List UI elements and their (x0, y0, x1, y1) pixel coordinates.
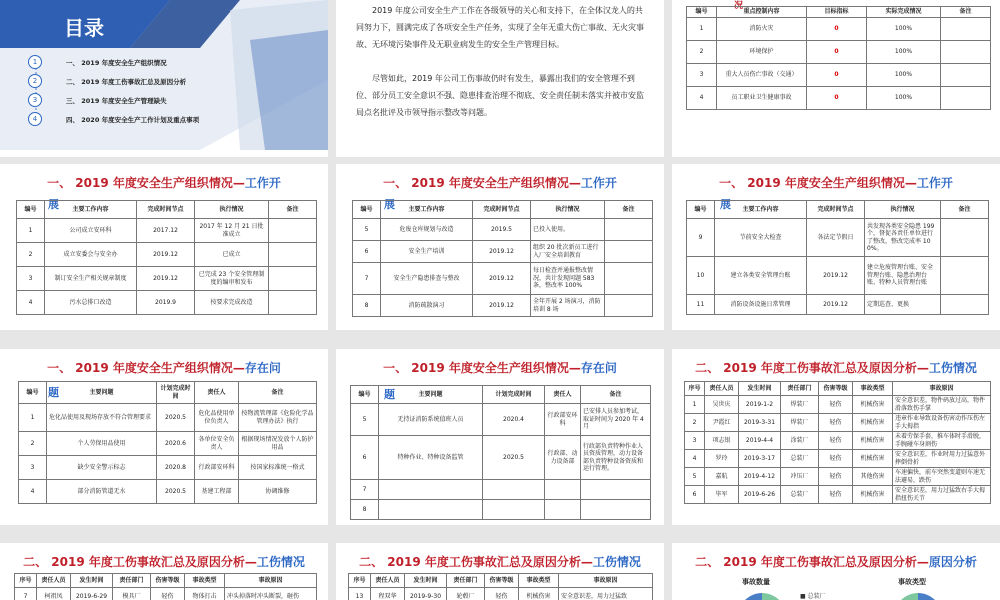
table-row: 4 罗玲 2019-3-17 总装厂 轻伤 机械伤害 安全意识差，作业时用力过猛意外摔倒骨折 (685, 450, 991, 468)
injury-slide-3 (336, 543, 664, 600)
table-row: 1 消防火灾 0 100% (687, 17, 991, 40)
toc-text-3: 三、 2019 年度安全生产管理缺失 (66, 97, 167, 105)
title-continuation: 展 (720, 198, 731, 211)
analysis-slide (672, 543, 1000, 600)
table-row: 4 员工职业卫生健康事故 0 100% (687, 86, 991, 109)
table-row: 3 项志银 2019-4-4 涂装厂 轻伤 机械伤害 未着劳保手套，推车体时手滑脱，手腕碰车身割伤 (685, 432, 991, 450)
injury-table-3 (348, 573, 653, 600)
pie-title-accident-count: 事故数量 (742, 578, 770, 586)
toc-text-1: 一、 2019 年度安全生产组织情况 (66, 59, 167, 67)
org-table-1 (16, 200, 317, 315)
table-row: 3 制订安全生产相关规章制度 2019.12 已完成 23 个安全管理制度的编审和发布 (17, 267, 317, 291)
table-header-row: 编号 主要问题 计划完成时间 责任人 备注 (19, 382, 317, 404)
injury-slide-1 (672, 349, 1000, 525)
problems-table-1 (18, 381, 317, 504)
problems-table-2 (350, 385, 651, 520)
table-row: 5 嘉航 2019-4-12 冲压厂 轻伤 其他伤害 车速偏快，前车突然变道则车速无法避易，跌伤 (685, 468, 991, 486)
toc-text-4: 四、 2020 年度安全生产工作计划及重点事项 (66, 116, 200, 124)
table-row: 10 建立各类安全管理台账 2019.12 建立危废管理台账、安全管理台账、隐患治理台账、特种人员管理台账 (687, 257, 989, 295)
table-header-row: 编号 主要工作内容 完成时间节点 执行情况 备注 (353, 201, 653, 219)
toc-num-2: 2 (28, 74, 42, 88)
slide-title: 一、 2019 年度安全生产组织情况—存在问 (47, 361, 281, 375)
pie-slice (738, 593, 762, 600)
org-slide-2 (336, 164, 664, 330)
table-row: 7 安全生产隐患排查与整改 2019.12 每日检查并通报整改情况，共计发现问题 583 条，整改率 100% (353, 263, 653, 295)
table-row: 1 吴世庆 2019-1-2 焊装厂 轻伤 机械伤害 安全意识差，物件码放过高，物件滑落致伤手掌 (685, 396, 991, 414)
toc-num-3: 3 (28, 93, 42, 107)
pie-slice (918, 593, 942, 600)
intro-paragraph-2: 尽管如此，2019 年公司工伤事故仍时有发生，暴露出我们的安全管理不到位、部分员工安全意识不强、隐患排查治理不彻底、安全责任制未落实并被市安监局点名批评及市领导指示整改等问题。 (356, 74, 644, 117)
slide-title: 一、 2019 年度安全生产组织情况—工作开 (719, 176, 953, 190)
table-row: 11 消防设备设施日常管理 2019.12 定期巡查、更换 (687, 295, 989, 315)
toc-num-4: 4 (28, 112, 42, 126)
table-row: 8 消防疏散演习 2019.12 全年开展 2 场演习，消防培训 8 场 (353, 295, 653, 317)
slide-title: 二、 2019 年度工伤事故汇总及原因分析—工伤情况 (359, 555, 641, 569)
table-row: 2 成立安委会与安全办 2019.12 已成立 (17, 243, 317, 267)
table-row: 1 公司成立安环科 2017.12 2017 年 12 月 21 日批准成立 (17, 219, 317, 243)
toc-num-1: 1 (28, 55, 42, 69)
org-slide-1 (0, 164, 328, 330)
table-row: 2 个人劳保用品使用 2020.6 各单位安全负责人 根据现场情况发放个人防护用品 (19, 432, 317, 456)
org-table-2 (352, 200, 653, 317)
table-row: 6 毕军 2019-6-26 总装厂 轻伤 机械伤害 安全意识差，用力过猛致右手大拇指扭伤关节 (685, 486, 991, 504)
table-header-row: 编号 重点控制内容 目标指标 实际完成情况 备注 (687, 7, 991, 18)
table-row: 3 缺少安全警示标志 2020.8 行政部安环科 按国家标准统一格式 (19, 456, 317, 480)
problems-slide-1 (0, 349, 328, 525)
table-row: 1 危化品使用及现场存放不符合管理要求 2020.5 危化品使用单位负责人 按物流管理部《危险化学品管理办法》执行 (19, 404, 317, 432)
table-header-row: 编号 主要工作内容 完成时间节点 执行情况 备注 (17, 201, 317, 219)
table-row: 4 污水总排口改造 2019.9 按要求完成改造 (17, 291, 317, 315)
table-row: 6 特种作业、特种设备监管 2020.5 行政部、动力设备部 行政部负责特种作业人员资质管理，动力设备部负责特种设备资质和运行管理。 (351, 436, 651, 480)
table-row: 7 柯祖凤 2019-6-29 模具厂 轻伤 物体打击 冲头掉落时冲头断裂，砸伤 (15, 588, 317, 600)
targets-title-fragment: 况 (734, 1, 744, 11)
table-header-row: 序号 责任人员 发生时间 责任部门 伤害等级 事故类型 事故原因 (15, 574, 317, 588)
slide-title: 二、 2019 年度工伤事故汇总及原因分析—原因分析 (695, 555, 977, 569)
injury-table-1 (684, 381, 991, 504)
table-row: 2 环境保护 0 100% (687, 40, 991, 63)
slide-title: 一、 2019 年度安全生产组织情况—工作开 (47, 176, 281, 190)
injury-slide-2 (0, 543, 328, 600)
pie-chart-accident-count (722, 589, 802, 600)
pie-title-accident-type: 事故类型 (898, 578, 926, 586)
toc-slide (0, 0, 328, 157)
table-row: 5 无持证消防系统值班人员 2020.4 行政部安环科 已安排人员参加考试，取证时间为 2020 年 4 月 (351, 404, 651, 436)
slide-title: 一、 2019 年度安全生产组织情况—存在问 (383, 361, 617, 375)
intro-paragraph-1: 2019 年度公司安全生产工作在各级领导的关心和支持下，在全体汉龙人的共同努力下，圆满完成了各项安全生产任务，实现了全年无重大伤亡事故、无火灾事故、无环境污染事件及无职业病发生的安全生产管理目标。 (356, 6, 644, 49)
table-row: 13 程双华 2019-9-30 轮毂厂 轻伤 机械伤害 安全意识差，用力过猛致 (349, 588, 653, 600)
table-header-row: 序号 责任人员 发生时间 责任部门 伤害等级 事故类型 事故原因 (685, 382, 991, 396)
title-continuation: 题 (48, 386, 59, 399)
targets-table (686, 6, 991, 110)
pie-legend-item: ■ 总装厂 (800, 593, 826, 600)
table-header-row: 编号 主要工作内容 完成时间节点 执行情况 备注 (687, 201, 989, 219)
table-row: 2 尹霞红 2019-3-31 焊装厂 轻伤 机械伤害 违章作业导致设备伤害动作压伤左手大拇指 (685, 414, 991, 432)
table-row: 4 部分消防管道无水 2020.5 基建工程部 协调维修 (19, 480, 317, 504)
pie-slice (894, 593, 918, 600)
title-continuation: 题 (384, 388, 395, 401)
table-row: 6 安全生产培训 2019.12 组织 20 批次新员工进行入厂安全培训教育 (353, 241, 653, 263)
targets-slide (672, 0, 1000, 157)
pie-slice (762, 593, 784, 600)
title-continuation: 展 (48, 198, 59, 211)
table-row: 7 (351, 480, 651, 500)
slide-title: 一、 2019 年度安全生产组织情况—工作开 (383, 176, 617, 190)
org-table-3 (686, 200, 989, 315)
injury-table-2 (14, 573, 317, 600)
slide-title: 二、 2019 年度工伤事故汇总及原因分析—工伤情况 (23, 555, 305, 569)
title-continuation: 展 (384, 198, 395, 211)
table-header-row: 序号 责任人员 发生时间 责任部门 伤害等级 事故类型 事故原因 (349, 574, 653, 588)
problems-slide-2 (336, 349, 664, 525)
org-slide-3 (672, 164, 1000, 330)
table-row: 5 危废仓库规划与改造 2019.5 已投入使用。 (353, 219, 653, 241)
pie-chart-accident-type (878, 589, 958, 600)
toc-heading: 目录 (64, 16, 104, 40)
table-row: 3 重大人员伤亡事故（交通） 0 100% (687, 63, 991, 86)
slide-title: 二、 2019 年度工伤事故汇总及原因分析—工伤情况 (695, 361, 977, 375)
toc-text-2: 二、 2019 年度工伤事故汇总及原因分析 (66, 78, 187, 86)
table-header-row: 编号 主要问题 计划完成时间 责任人 备注 (351, 386, 651, 404)
table-row: 8 (351, 500, 651, 520)
table-row: 9 节前安全大检查 各法定节假日 共发现各类安全隐患 199 个，督促各责任单位进行了整改，整改完成率 100%。 (687, 219, 989, 257)
